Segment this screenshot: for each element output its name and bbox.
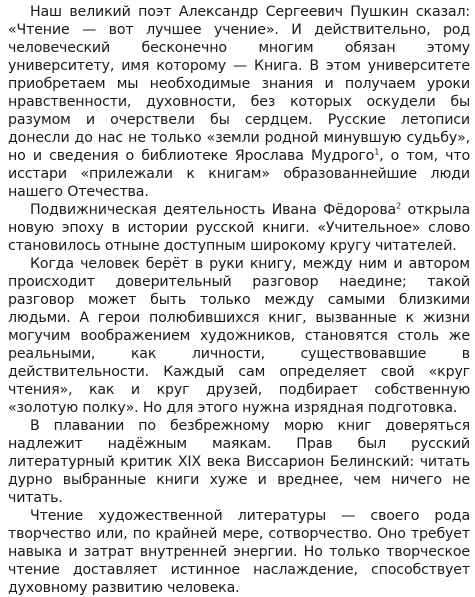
paragraph-belinsky xyxy=(8,417,470,507)
paragraph-text: Подвижническая деятельность Ивана Фёдорова xyxy=(30,202,397,218)
paragraph-text: В плавании по безбрежному морю книг доверяться надлежит надёжным маякам. Прав был русский литературный критик XIX века Виссарион Белинский: читать дурно выбранные книги хуже и вреднее, чем ничего не читать. xyxy=(8,418,470,506)
footnote-marker: 2 xyxy=(396,201,402,211)
paragraph-text: , о том, что исстари «прилежали к книгам» образованнейшие люди нашего Отечества. xyxy=(8,148,470,200)
paragraph-text: Наш великий поэт Александр Сергеевич Пушкин сказал: «Чтение — вот лучшее учение». И действительно, род человеческий бесконечно многим обязан этому университету, имя которому — Книга. В этом университете приобретаем мы необходимые знания и получаем уроки нравственности, духовности, без которых оскудели бы разумом и очерствели бы сердцем. Русские летописи донесли до нас не только «земли родной минувшую судьбу», но и сведения о библиотеке Ярослава Мудрого xyxy=(8,4,470,164)
paragraph-pushkin xyxy=(8,3,470,201)
paragraph-text: Чтение художественной литературы — своего рода творчество или, по крайней мере, сотворчество. Оно требует навыка и затрат внутренней энергии. Но только творческое чтение доставляет истинное наслаждение, способствует духовному развитию человека. xyxy=(8,508,470,596)
paragraph-creative-reading xyxy=(8,507,470,597)
paragraph-reader-and-book xyxy=(8,255,470,417)
paragraph-text: Когда человек берёт в руки книгу, между ним и автором происходит доверительный разговор наедине; такой разговор может быть только между самыми близкими людьми. А герои полюбившихся книг, вызванные к жизни могучим воображением художников, становятся столь же реальными, как личности, существовавшие в действительности. Каждый сам определяет свой «круг чтения», как и круг друзей, подбирает собственную «золотую полку». Но для этого нужна изрядная подготовка. xyxy=(8,256,470,416)
paragraph-text: открыла новую эпоху в истории русской книги. «Учительное» слово становилось отныне доступным широкому кругу читателей. xyxy=(8,202,470,254)
footnote-marker: 1 xyxy=(374,147,380,157)
paragraph-fedorov xyxy=(8,201,470,255)
